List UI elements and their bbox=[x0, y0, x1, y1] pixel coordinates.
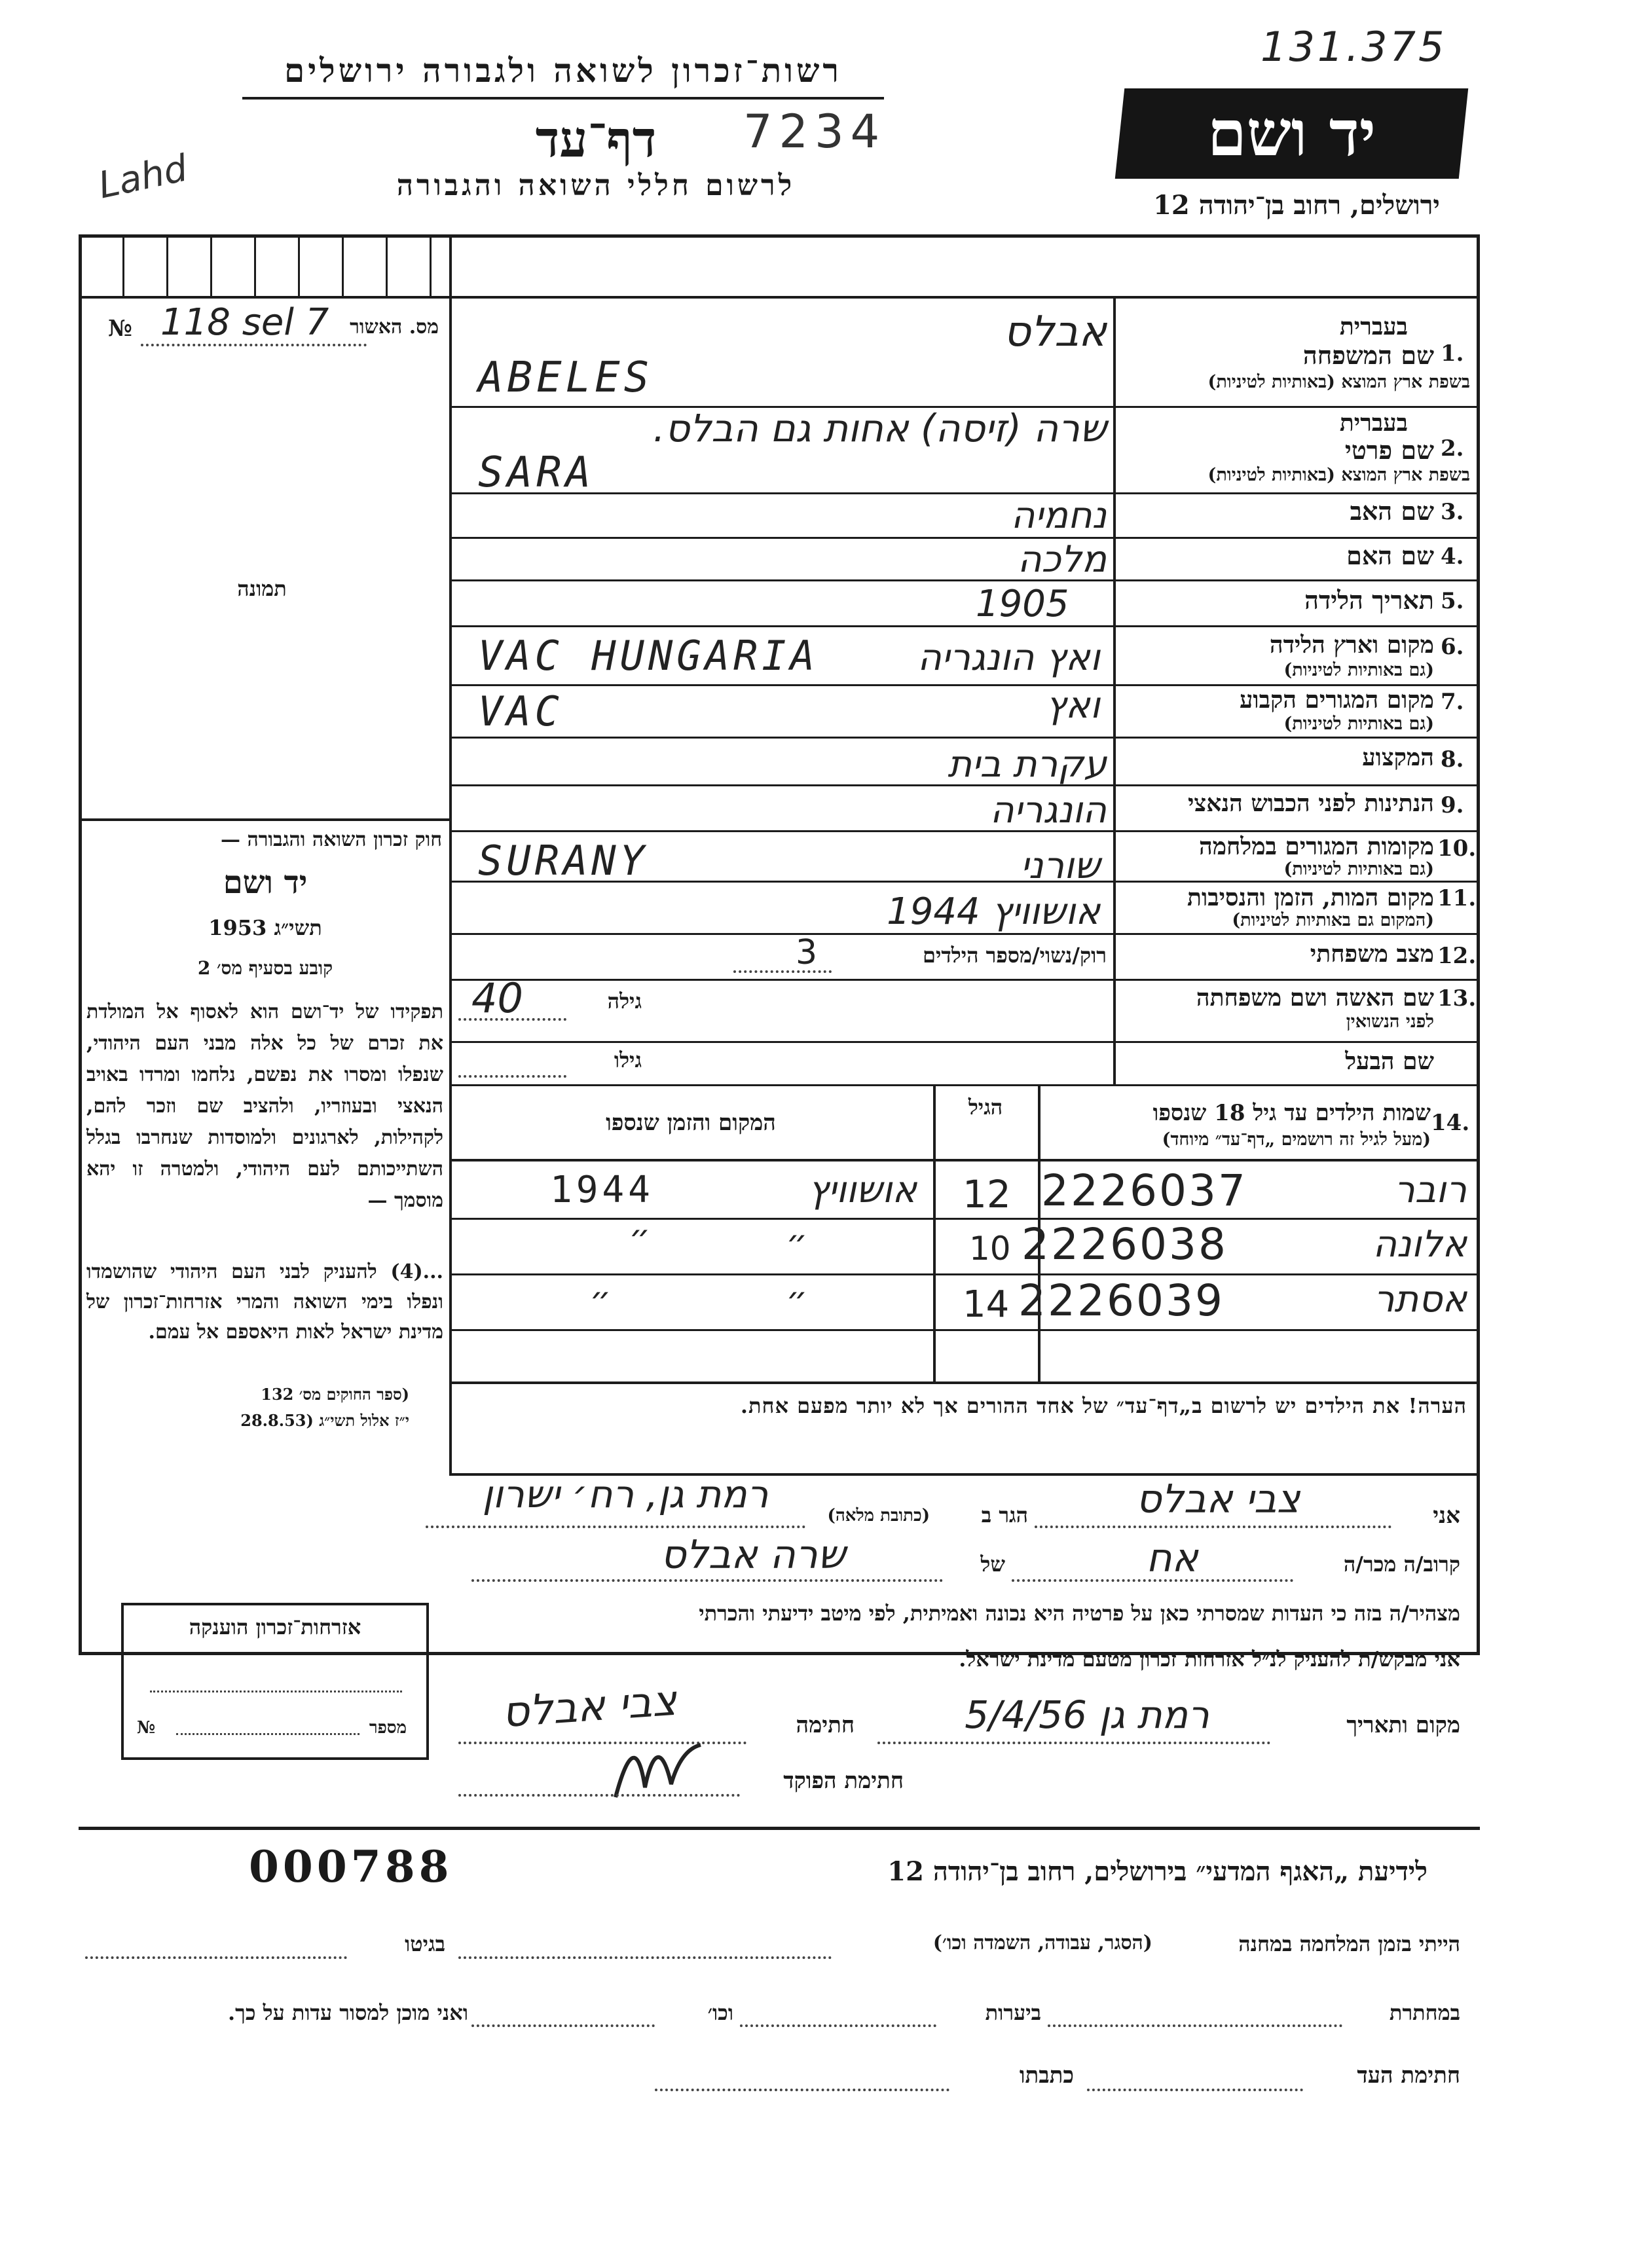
footer-line3-dots-1 bbox=[1087, 2089, 1303, 2091]
law-body: תפקידו של יד־ושם הוא לאסוף אל המולדת את זכרם של כל אלה מבני העם היהודי, שנפלו ומסרו את נפשם, נלחמו ומרדו באויב הנאצי ובעוזריו, ולהציב שם וזכר להם, לקהילות, לארגונים ולמוסדות שנחרבו בגלל השתייכותם לעם היהודי, ולמטרה זו יהא מוסמך — bbox=[86, 1000, 443, 1212]
field-11-number: 11. bbox=[1437, 885, 1477, 911]
husband-age-label: גילו bbox=[614, 1048, 642, 1072]
field-1-label: שם המשפחה bbox=[1302, 340, 1434, 370]
serial-number: 118 sel 7 bbox=[160, 301, 329, 344]
serial-line bbox=[141, 344, 367, 346]
field-2-sub: בשפת ארץ המוצא (באותיות לטיניות) bbox=[1207, 465, 1470, 485]
footer-line2-c: וכו׳ bbox=[707, 2000, 733, 2025]
decl-statement-2: אני מבקש/ת להעניק לנ״ל אזרחות־זכרון מטעם מדינת ישראל. bbox=[959, 1647, 1460, 1672]
decl-of-name: שרה אבלס bbox=[660, 1532, 846, 1578]
footer-line2-dots-3 bbox=[471, 2024, 655, 2027]
field-9-label: הנתינות לפני הכבוש הנאצי bbox=[1187, 790, 1434, 817]
child-1-year: 1944 bbox=[550, 1169, 654, 1211]
decl-relative-label: קרוב/ה מכר/ה bbox=[1343, 1552, 1460, 1577]
field-13-label: שם האשה ושם משפחתה bbox=[1196, 984, 1434, 1012]
law-title: חוק זכרון השואה והגבורה — bbox=[221, 828, 442, 851]
children-col-age-left bbox=[933, 1084, 936, 1382]
left-column-divider bbox=[449, 234, 452, 1475]
child-3-place: ״ bbox=[786, 1280, 808, 1319]
sidebar-top bbox=[79, 818, 451, 821]
child-1-place: אושוויץ bbox=[808, 1169, 917, 1211]
children-note: הערה! את הילדים יש לרשום ב„דף־עד״ של אחד ההורים אך לא יותר מפעם אחת. bbox=[740, 1393, 1467, 1418]
frame-top bbox=[79, 234, 1480, 238]
address: ירושלים, רחוב בן־יהודה 12 bbox=[1153, 190, 1440, 221]
field-3-label: שם האב bbox=[1350, 496, 1434, 526]
footer-line1-c: בגיטו bbox=[405, 1931, 445, 1956]
field-10-sub: (גם באותיות לטיניות) bbox=[1283, 859, 1434, 879]
child-2-age: 10 bbox=[969, 1230, 1011, 1268]
citizenship-number-label: מספר bbox=[369, 1718, 407, 1738]
strip-divider bbox=[210, 234, 212, 297]
footer-line1-dots bbox=[458, 1956, 832, 1959]
field-9-value: הונגריה bbox=[989, 789, 1107, 832]
age-column-header: הגיל bbox=[968, 1095, 1003, 1120]
serial-symbol: № bbox=[108, 316, 132, 342]
citizenship-line bbox=[150, 1691, 402, 1692]
footer-line3-dots-2 bbox=[655, 2089, 949, 2091]
decl-signature-label: חתימה bbox=[796, 1712, 855, 1738]
field-2-number: 2. bbox=[1441, 435, 1464, 462]
decl-place-date-label: מקום ותאריך bbox=[1346, 1712, 1460, 1738]
label-column-divider bbox=[1113, 299, 1116, 1084]
strip-divider bbox=[122, 234, 124, 297]
field-1-lang: בעברית bbox=[1339, 313, 1408, 340]
child-3-number: 2226039 bbox=[1018, 1275, 1225, 1326]
field-6-number: 6. bbox=[1441, 634, 1464, 660]
children-table-bottom bbox=[449, 1381, 1477, 1384]
field-10-value-he: שורני bbox=[1020, 845, 1100, 887]
footer-intro: לידיעת „האגף המדעי״ בירושלים, רחוב בן־יהודה 12 bbox=[887, 1856, 1427, 1887]
children-header-bottom bbox=[449, 1159, 1477, 1161]
field-4-number: 4. bbox=[1441, 543, 1464, 570]
decl-ani: אני bbox=[1433, 1503, 1460, 1529]
child-1-age: 12 bbox=[963, 1172, 1011, 1216]
children-count-line bbox=[733, 970, 832, 973]
logo-text: יד ושם bbox=[1207, 96, 1376, 170]
children-number: 14. bbox=[1431, 1110, 1470, 1136]
decl-statement-1: מצהיר/ה בזה כי העדות שמסרתי כאן על פרטיה היא נכונה ואמיתית, לפי מיטב ידיעתי והכרתי bbox=[699, 1601, 1460, 1626]
field-1-value-lat: ABELES bbox=[478, 354, 654, 402]
strip-divider bbox=[342, 234, 344, 297]
field-12-label: מצב משפחתי bbox=[1310, 940, 1434, 968]
field-8-label: המקצוע bbox=[1362, 744, 1434, 771]
child-1-number: 2226037 bbox=[1041, 1165, 1247, 1216]
yad-vashem-logo bbox=[1115, 88, 1469, 179]
field-2-label: שם פרטי bbox=[1344, 435, 1434, 465]
field-5-number: 5. bbox=[1441, 588, 1464, 614]
row-divider bbox=[449, 1084, 1477, 1086]
field-11-sub: (המקום גם באותיות לטיניות) bbox=[1232, 910, 1434, 930]
footer-serial: 000788 bbox=[249, 1841, 453, 1892]
field-7-label: מקום המגורים הקבוע bbox=[1240, 686, 1434, 714]
of-name-line bbox=[471, 1579, 943, 1582]
field-1-sub: בשפת ארץ המוצא (באותיות לטיניות) bbox=[1207, 372, 1470, 392]
field-11-label: מקום המות, הזמן והנסיבות bbox=[1187, 884, 1434, 911]
child-3-year: ״ bbox=[589, 1280, 612, 1319]
field-4-value: מלכה bbox=[1017, 538, 1107, 581]
wife-age-label: גילה bbox=[607, 989, 642, 1014]
law-source: (ספר החוקים מס׳ 132 bbox=[261, 1385, 409, 1404]
law-source-date: י״ז אלול תשי״ג (28.8.53 bbox=[240, 1411, 409, 1430]
law-subclause: ...(4) להעניק לבני העם היהודי שהושמדו ונפלו בימי השואה והמרי אזרחות־זכרון של מדינת ישראל לאות היאספם אל עמם. bbox=[86, 1260, 443, 1344]
field-8-number: 8. bbox=[1441, 746, 1464, 773]
place-date-line bbox=[877, 1742, 1270, 1744]
field-2-value-he: שרה (זיסה) אחות גם הבלס. bbox=[653, 406, 1107, 450]
child-3-age: 14 bbox=[963, 1283, 1010, 1326]
citizenship-title: אזרחות־זכרון הוענקה bbox=[189, 1615, 361, 1639]
field-7-value-lat: VAC bbox=[478, 687, 563, 735]
frame-left bbox=[79, 234, 82, 1655]
row-divider bbox=[449, 979, 1477, 981]
strip-bottom bbox=[79, 296, 1480, 299]
child-2-number: 2226038 bbox=[1022, 1219, 1228, 1270]
field-3-value: נחמיה bbox=[1010, 494, 1107, 537]
form-title: דף־עד bbox=[535, 110, 657, 168]
husband-label: שם הבעל bbox=[1345, 1048, 1434, 1075]
child-2-name: אלונה bbox=[1372, 1223, 1467, 1266]
children-row-divider bbox=[449, 1218, 1477, 1220]
law-year: תשי״ג 1953 bbox=[208, 915, 322, 940]
children-row-divider bbox=[449, 1329, 1477, 1331]
corner-note: Lahd bbox=[94, 147, 191, 208]
field-10-value-lat: SURANY bbox=[478, 837, 648, 885]
child-2-year: ״ bbox=[629, 1218, 651, 1257]
strip-divider bbox=[254, 234, 256, 297]
child-1-name: רובר bbox=[1394, 1169, 1467, 1211]
decl-declarant: צבי אבלס bbox=[1135, 1476, 1300, 1522]
address-line bbox=[426, 1526, 805, 1528]
field-3-number: 3. bbox=[1441, 499, 1464, 525]
citizenship-number-line bbox=[176, 1733, 359, 1735]
form-number: 7234 bbox=[743, 105, 887, 158]
footer-line2-dots-2 bbox=[740, 2024, 936, 2027]
frame-right bbox=[1477, 234, 1480, 1655]
field-1-number: 1. bbox=[1441, 340, 1464, 367]
field-6-value-he: ואץ הונגריה bbox=[917, 636, 1100, 679]
field-6-value-lat: VAC HUNGARIA bbox=[478, 632, 819, 680]
declarant-signature: צבי אבלס bbox=[500, 1676, 678, 1738]
law-clause: קובע בסעיף מס׳ 2 bbox=[197, 957, 333, 979]
strip-divider bbox=[386, 234, 388, 297]
children-heading-sub: (מעל לגיל זה רושמים „דף־עד״ מיוחד) bbox=[1162, 1129, 1431, 1150]
field-4-label: שם האם bbox=[1346, 541, 1434, 570]
field-9-number: 9. bbox=[1441, 792, 1464, 818]
law-name: יד ושם bbox=[223, 864, 308, 901]
relation-line bbox=[1012, 1579, 1293, 1582]
serial-label: מס. האשור bbox=[350, 316, 439, 338]
decl-place-date: רמת גן 5/4/56 bbox=[965, 1692, 1209, 1737]
decl-of-label: של bbox=[980, 1552, 1005, 1577]
strip-divider bbox=[430, 234, 432, 297]
field-12-number: 12. bbox=[1437, 943, 1477, 969]
footer-line2-a: במחתרת bbox=[1389, 2000, 1460, 2025]
decl-resides: הגר ב bbox=[981, 1503, 1028, 1527]
field-7-sub: (גם באותיות לטיניות) bbox=[1283, 714, 1434, 734]
footer-line2-b: ביערות bbox=[985, 2000, 1041, 2025]
field-7-number: 7. bbox=[1441, 689, 1464, 715]
field-6-label: מקום וארץ הלידה bbox=[1269, 631, 1434, 659]
decl-relation: אח bbox=[1146, 1535, 1198, 1581]
field-5-label: תאריך הלידה bbox=[1304, 585, 1434, 615]
row-divider bbox=[449, 1041, 1477, 1043]
citizenship-box bbox=[121, 1603, 429, 1760]
row-divider bbox=[449, 625, 1477, 627]
field-2-value-lat: SARA bbox=[478, 448, 595, 497]
field-11-value: אושוויץ 1944 bbox=[887, 890, 1100, 933]
field-1-value-he: אבלס bbox=[1003, 308, 1107, 356]
form-subtitle: לרשום חללי השואה והגבורה bbox=[396, 169, 796, 202]
authority-underline bbox=[242, 97, 884, 100]
field-10-number: 10. bbox=[1437, 835, 1477, 862]
footer-line3-a: חתימת העד bbox=[1357, 2062, 1460, 2089]
citizenship-symbol: № bbox=[137, 1718, 156, 1738]
footer-line2-d: ואני מוכן למסור עדות על כך. bbox=[227, 2000, 468, 2025]
footer-line1-b: (הסגר, עבודה, השמדה וכו׳) bbox=[932, 1931, 1152, 1954]
field-12-children: 3 bbox=[796, 933, 818, 972]
decl-address-hint: (כתובת מלאה) bbox=[827, 1506, 930, 1526]
place-column-header: המקום והזמן שנספו bbox=[606, 1110, 776, 1136]
footer-line2-dots-1 bbox=[1048, 2024, 1342, 2027]
children-heading: שמות הילדים עד גיל 18 שנספו bbox=[1152, 1100, 1431, 1126]
photo-label: תמונה bbox=[237, 576, 287, 601]
field-5-value: 1905 bbox=[976, 583, 1069, 625]
child-3-name: אסתר bbox=[1373, 1278, 1467, 1321]
field-2-lang: בעברית bbox=[1339, 409, 1408, 437]
field-13-sub: לפני הנשואין bbox=[1346, 1012, 1434, 1032]
child-2-place: ״ bbox=[786, 1223, 808, 1262]
row-divider bbox=[449, 933, 1477, 935]
clerk-line bbox=[458, 1794, 740, 1797]
field-13-number: 13. bbox=[1437, 985, 1477, 1012]
wife-age-line bbox=[458, 1018, 566, 1021]
wife-age-value: 40 bbox=[471, 974, 523, 1022]
field-7-value-he: ואץ bbox=[1046, 684, 1100, 727]
husband-age-line bbox=[458, 1075, 566, 1078]
decl-clerk-label: חתימת הפוקד bbox=[783, 1768, 904, 1794]
footer-line3-b: כתבתו bbox=[1019, 2062, 1074, 2089]
field-6-sub: (גם באותיות לטיניות) bbox=[1283, 660, 1434, 680]
footer-line1-a: הייתי בזמן המלחמה במחנה bbox=[1238, 1931, 1460, 1956]
footer-top bbox=[79, 1827, 1480, 1830]
strip-divider bbox=[298, 234, 300, 297]
decl-address: רמת גן, רח׳ ישרון bbox=[482, 1472, 769, 1516]
archive-number: 131.375 bbox=[1261, 23, 1447, 71]
children-row-divider bbox=[449, 1273, 1477, 1275]
declarant-line bbox=[1035, 1526, 1391, 1528]
field-10-label: מקומות המגורים במלחמה bbox=[1199, 833, 1434, 860]
strip-divider bbox=[166, 234, 168, 297]
field-8-value: עקרת בית bbox=[948, 743, 1107, 786]
authority-line: רשות־זכרון לשואה ולגבורה ירושלים bbox=[284, 51, 842, 90]
row-divider bbox=[449, 737, 1477, 739]
footer-line1-dots-2 bbox=[85, 1956, 347, 1959]
field-12-status: רוק/נשוי/מספר הילדים bbox=[923, 943, 1107, 968]
